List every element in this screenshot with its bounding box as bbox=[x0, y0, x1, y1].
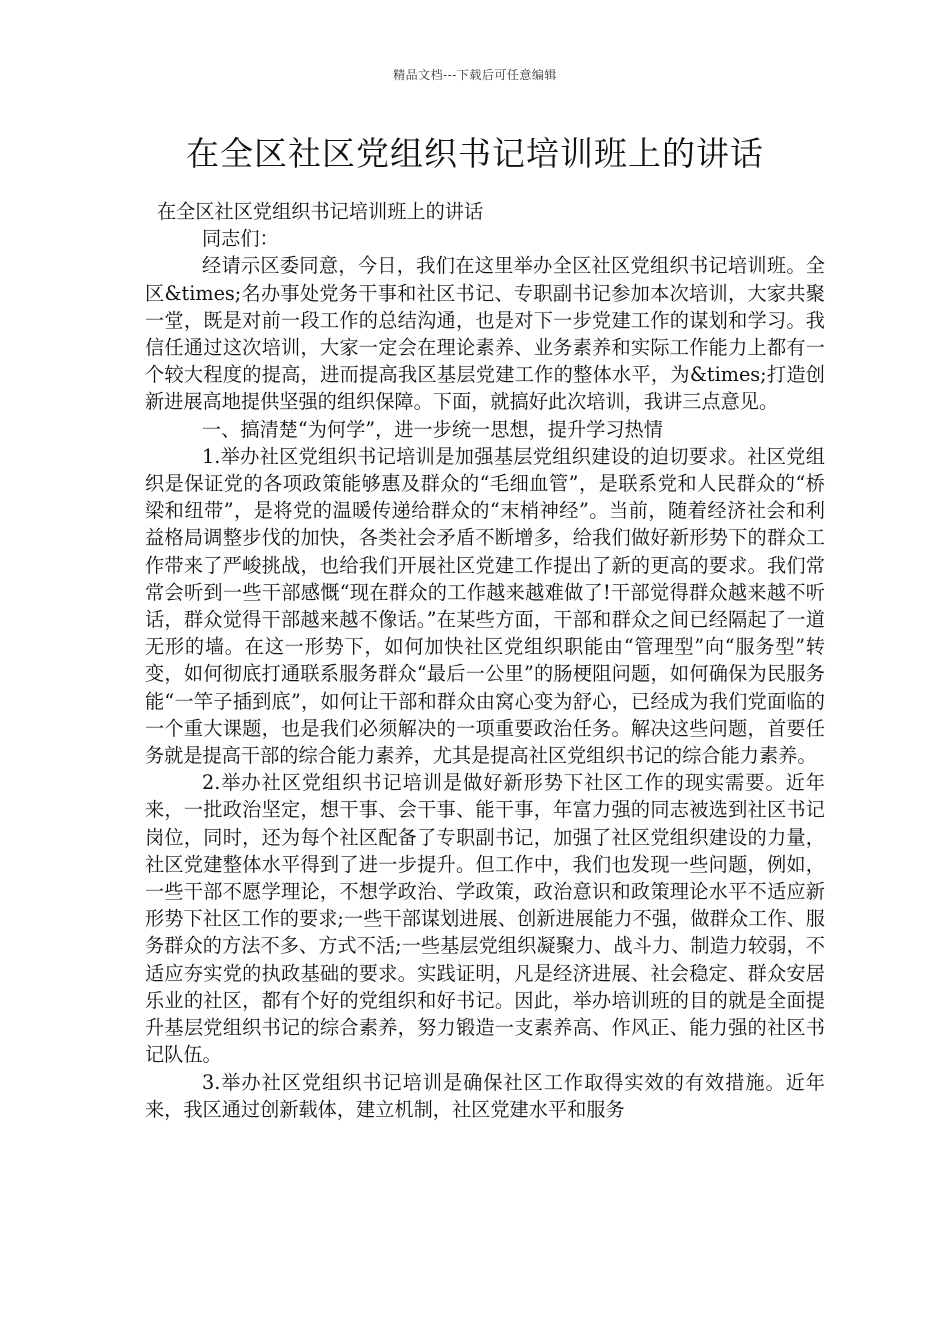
document-header-note: 精品文档---下载后可任意编辑 bbox=[393, 68, 557, 82]
paragraph-intro: 经请示区委同意，今日，我们在这里举办全区社区党组织书记培训班。全区&times;名办事处党务干事和社区书记、专职副书记参加本次培训，大家共聚一堂，既是对前一段工作的总结沟通，也是对下一步党建工作的谋划和学习。我信任通过这次培训，大家一定会在理论素养、业务素养和实际工作能力上都有一个较大程度的提高，进而提高我区基层党建工作的整体水平，为&times;打造创新进展高地提供坚强的组织保障。下面，就搞好此次培训，我讲三点意见。 bbox=[145, 254, 825, 414]
paragraph-point-3: 3.举办社区党组织书记培训是确保社区工作取得实效的有效措施。近年来，我区通过创新载体，建立机制，社区党建水平和服务 bbox=[145, 1070, 825, 1121]
paragraph-point-2: 2.举办社区党组织书记培训是做好新形势下社区工作的现实需要。近年来，一批政治坚定，想干事、会干事、能干事，年富力强的同志被选到社区书记岗位，同时，还为每个社区配备了专职副书记，加强了社区党组织建设的力量，社区党建整体水平得到了进一步提升。但工作中，我们也发现一些问题，例如，一些干部不愿学理论，不想学政治、学政策，政治意识和政策理论水平不适应新形势下社区工作的要求;一些干部谋划进展、创新进展能力不强，做群众工作、服务群众的方法不多、方式不活;一些基层党组织凝聚力、战斗力、制造力较弱，不适应夯实党的执政基础的要求。实践证明，凡是经济进展、社会稳定、群众安居乐业的社区，都有个好的党组织和好书记。因此，举办培训班的目的就是全面提升基层党组织书记的综合素养，努力锻造一支素养高、作风正、能力强的社区书记队伍。 bbox=[145, 771, 825, 1067]
document-body bbox=[145, 198, 825, 1123]
document-title: 在全区社区党组织书记培训班上的讲话 bbox=[186, 134, 764, 173]
document-subtitle: 在全区社区党组织书记培训班上的讲话 bbox=[157, 200, 484, 223]
section-heading-1: 一、搞清楚“为何学”，进一步统一思想，提升学习热情 bbox=[202, 417, 663, 441]
salutation: 同志们： bbox=[202, 227, 279, 251]
paragraph-point-1: 1.举办社区党组织书记培训是加强基层党组织建设的迫切要求。社区党组织是保证党的各项政策能够惠及群众的“毛细血管”，是联系党和人民群众的“桥梁和纽带”，是将党的温暖传递给群众的“末梢神经”。当前，随着经济社会和利益格局调整步伐的加快，各类社会矛盾不断增多，给我们做好新形势下的群众工作带来了严峻挑战，也给我们开展社区党建工作提出了新的更高的要求。我们常常会听到一些干部感慨“现在群众的工作越来越难做了!干部觉得群众越来越不听话，群众觉得干部越来越不像话。”在某些方面，干部和群众之间已经隔起了一道无形的墙。在这一形势下，如何加快社区党组织职能由“管理型”向“服务型”转变，如何彻底打通联系服务群众“最后一公里”的肠梗阻问题，如何确保为民服务能“一竿子插到底”，如何让干部和群众由窝心变为舒心，已经成为我们党面临的一个重大课题，也是我们必须解决的一项重要政治任务。解决这些问题，首要任务就是提高干部的综合能力素养，尤其是提高社区党组织书记的综合能力素养。 bbox=[145, 444, 825, 768]
